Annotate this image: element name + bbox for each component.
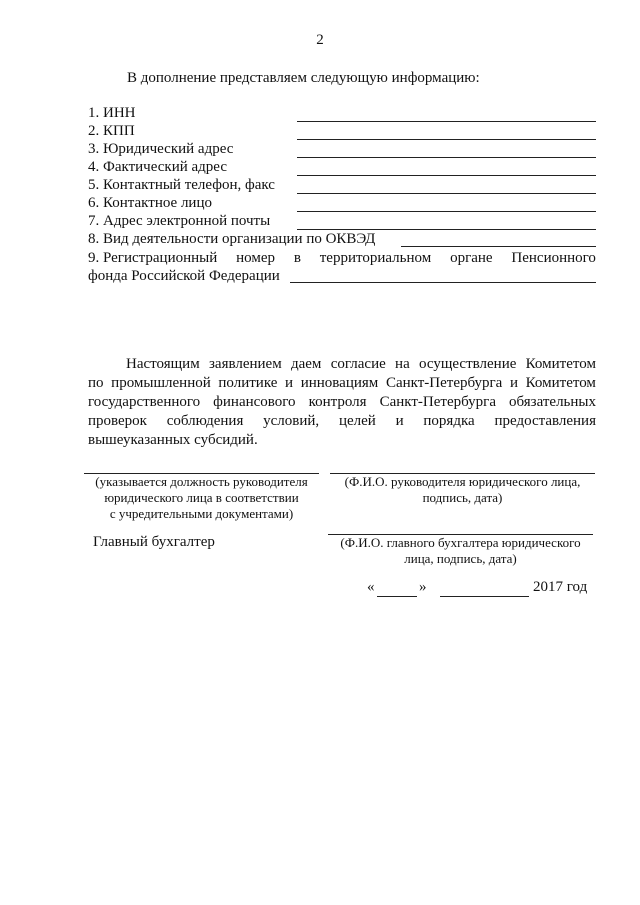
field-line-inn[interactable] (297, 121, 596, 122)
word: промышленной (111, 375, 211, 391)
field-line-phone-fax[interactable] (297, 193, 596, 194)
consent-paragraph (88, 355, 596, 450)
word: инновациям (300, 375, 379, 391)
word: соблюдения (166, 413, 244, 429)
word: в (293, 250, 301, 266)
caption-line: юридического лица в соответствии (104, 490, 299, 505)
field-label-legal-address: 3. Юридический адрес (88, 141, 234, 157)
field-line-kpp[interactable] (297, 139, 596, 140)
consent-line: вышеуказанных субсидий. (88, 432, 258, 448)
date-close-quote: » (419, 579, 427, 595)
date-month-line[interactable] (440, 596, 529, 597)
consent-line (88, 393, 596, 412)
word: предоставления (494, 413, 596, 429)
word: Комитетом (525, 375, 596, 391)
date-open-quote: « (367, 579, 375, 595)
caption-line: лица, подпись, дата) (404, 551, 517, 566)
field-label-pension-reg-line2: фонда Российской Федерации (88, 268, 280, 284)
word: целей (338, 413, 376, 429)
field-label-phone-fax: 5. Контактный телефон, факс (88, 177, 275, 193)
word: на (395, 356, 410, 372)
head-caption (330, 474, 595, 506)
word: осуществление (419, 356, 517, 372)
consent-line (88, 412, 596, 431)
chief-accountant-label: Главный бухгалтер (93, 534, 215, 550)
intro-text: В дополнение представляем следующую информацию: (127, 70, 480, 86)
caption-line: (указывается должность руководителя (95, 474, 308, 489)
position-caption (84, 474, 319, 522)
word: и (509, 375, 519, 391)
word: Пенсионного (511, 250, 596, 266)
word: по (88, 375, 104, 391)
field-line-pension-reg[interactable] (290, 282, 596, 283)
word: даем (290, 356, 322, 372)
consent-line (88, 355, 596, 374)
accountant-caption (328, 535, 593, 567)
word: номер (236, 250, 275, 266)
word: и (285, 375, 294, 391)
word: Санкт-Петербурга (379, 394, 496, 410)
word: территориальном (319, 250, 432, 266)
field-label-inn: 1. ИНН (88, 105, 136, 121)
word: проверок (88, 413, 147, 429)
word: согласие (330, 356, 386, 372)
caption-line: (Ф.И.О. главного бухгалтера юридического (340, 535, 581, 550)
word: государственного (88, 394, 201, 410)
word: условий, (263, 413, 320, 429)
word: контроля (308, 394, 367, 410)
page-number: 2 (316, 32, 324, 48)
word: Настоящим (126, 356, 200, 372)
word: порядка (423, 413, 475, 429)
field-label-kpp: 2. КПП (88, 123, 135, 139)
caption-line: с учредительными документами) (109, 506, 294, 521)
caption-line: (Ф.И.О. руководителя юридического лица, (344, 474, 581, 489)
field-label-okved: 8. Вид деятельности организации по ОКВЭД (88, 231, 376, 247)
consent-line (88, 374, 596, 393)
field-label-pension-reg (88, 249, 596, 267)
word: и (395, 413, 404, 429)
field-label-contact-person: 6. Контактное лицо (88, 195, 212, 211)
date-day-line[interactable] (377, 596, 417, 597)
field-line-okved[interactable] (401, 246, 596, 247)
word: обязательных (509, 394, 596, 410)
field-label-actual-address: 4. Фактический адрес (88, 159, 227, 175)
word: политике (218, 375, 278, 391)
word: финансового (213, 394, 296, 410)
word: заявлением (208, 356, 282, 372)
field-label-email: 7. Адрес электронной почты (88, 213, 271, 229)
word: Комитетом (525, 356, 596, 372)
field-line-contact-person[interactable] (297, 211, 596, 212)
field-line-legal-address[interactable] (297, 157, 596, 158)
word: 9. Регистрационный (88, 250, 218, 266)
word: органе (450, 250, 493, 266)
caption-line: подпись, дата) (422, 490, 503, 505)
date-year: 2017 год (533, 579, 588, 595)
word: Санкт-Петербурга (385, 375, 503, 391)
field-line-actual-address[interactable] (297, 175, 596, 176)
